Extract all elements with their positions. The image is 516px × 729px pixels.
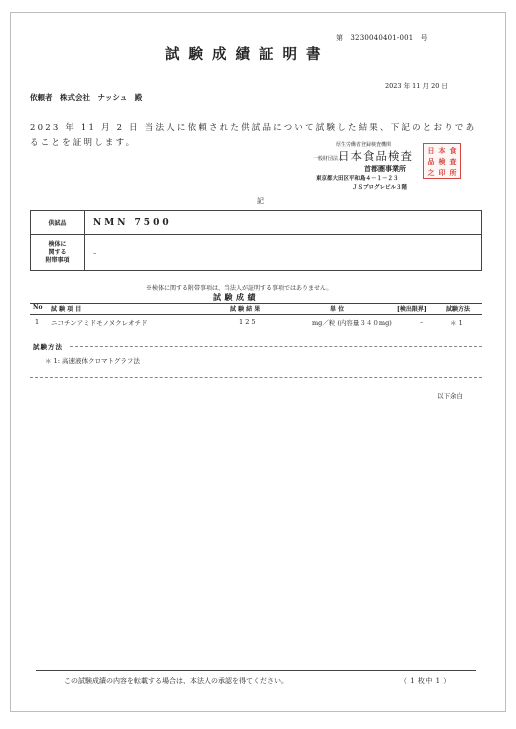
result-unit: mg／粒 (内容量３４０mg): [312, 319, 392, 327]
document-title: 試験成績証明書: [165, 46, 330, 63]
method-item: ＊ 1: 高速液体クロマトグラフ法: [45, 357, 140, 365]
method-rule: [70, 346, 482, 347]
col-header-no: No: [33, 304, 43, 311]
note: ※検体に関する附帯事項は、当法人が証明する事項ではありません。: [146, 285, 333, 292]
page-indicator: （ 1 枚中 1 ）: [400, 677, 451, 685]
sample-row: [31, 211, 482, 235]
issuer-registration: 厚生労働省登録検査機関: [336, 142, 392, 148]
col-header-method: 試験方法: [446, 306, 471, 313]
results-header-rule: [30, 314, 482, 315]
attached-label: 検体に 関する 附帯事項: [31, 235, 85, 271]
issuer-office: 首都圏事業所: [364, 164, 406, 173]
method-heading: 試験方法: [33, 343, 63, 351]
col-header-result: 試 験 結 果: [230, 306, 261, 313]
footer-notice: この試験成績の内容を転載する場合は、本法人の承認を得てください。: [64, 677, 288, 685]
col-header-item: 試 験 項 目: [51, 306, 82, 313]
issuer-name: 日本食品検査: [338, 149, 413, 163]
attached-row: [31, 235, 482, 271]
issuer-corp-type: 一般財団法人: [313, 156, 344, 162]
seal-char: 印: [438, 168, 446, 177]
ki-heading: 記: [257, 197, 264, 205]
remainder-mark: 以下余白: [437, 392, 463, 400]
seal-char: 所: [449, 168, 457, 177]
certificate-number: 第 3230040401-001 号: [336, 34, 428, 42]
seal-char: 品: [427, 157, 435, 166]
result-method: ＊ 1: [450, 319, 463, 327]
result-value: 1 2 5: [239, 318, 256, 326]
issue-date: 2023 年 11 月 20 日: [385, 82, 448, 90]
col-header-unit: 単 位: [330, 306, 345, 313]
issuer-building: ＪＳプログレビル３階: [352, 185, 408, 191]
certification-statement: 2023 年 11 月 2 日 当法人に依頼された供試品について試験した結果、下記のとおりであることを証明します。: [30, 123, 477, 148]
method-bottom-rule: [30, 377, 482, 378]
seal-char: 検: [438, 157, 446, 166]
seal-char: 本: [438, 146, 446, 155]
sample-table: [30, 210, 482, 271]
official-seal: [423, 143, 461, 179]
seal-char: 日: [427, 146, 435, 155]
result-item: ニコチンアミドモノヌクレオチド: [51, 319, 148, 327]
requester: 依頼者 株式会社 ナッシュ 殿: [30, 93, 143, 102]
col-header-limit: [検出限界]: [397, 306, 427, 313]
issuer-address: 東京都大田区平和島４－１－２３: [316, 176, 399, 182]
seal-char: 之: [427, 168, 435, 177]
result-limit: –: [420, 318, 424, 326]
footer-rule: [36, 670, 476, 671]
results-title: 試験成績: [213, 292, 259, 302]
result-no: 1: [35, 318, 40, 326]
sample-value: NMN 7500: [85, 211, 482, 235]
sample-label: 供試品: [31, 211, 85, 235]
seal-char: 食: [449, 146, 457, 155]
attached-value: –: [85, 235, 482, 271]
seal-char: 査: [449, 157, 457, 166]
